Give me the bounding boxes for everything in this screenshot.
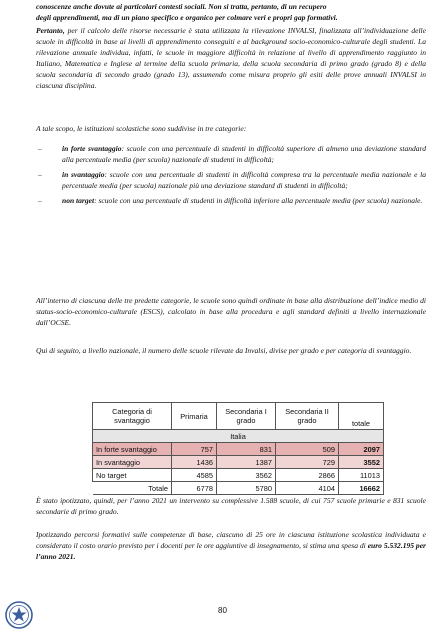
- intro-line-1: conoscenze anche dovute ai particolari contesti sociali. Non si tratta, pertanto, di un recupero: [36, 2, 327, 11]
- paragraph-intro: [36, 2, 426, 24]
- cell-value: 1436: [172, 456, 217, 469]
- row-label: In forte svantaggio: [93, 443, 172, 456]
- bullet-label: non target: [62, 195, 95, 205]
- invalsi-body: per il calcolo delle risorse necessarie è stata utilizzata la rilevazione INVALSI, finalizzata all’individuazione delle scuole in difficoltà in base ai livelli di apprendimento conseguiti e al background socio-economico-culturale degli studenti. La rilevazione annuale individua, infatti, le scuole in maggiore difficoltà in relazione al livello di apprendimento raggiunto in Italiano, Matematica e Inglese al termine della scuola primaria, della scuola secondaria di primo grado (grado 8) e della scuola secondaria di secondo grado (grado 13), assumendo come misura proprio gli esiti delle prove annuali INVALSI in ciascuna disciplina.: [36, 26, 426, 90]
- list-item: [38, 195, 426, 207]
- republic-emblem-icon: [4, 600, 34, 630]
- cell-value: 2866: [276, 469, 339, 482]
- bullet-text: : scuole con una percentuale di studenti in difficoltà superiore di almeno una deviazione standard alla percentuale media (per scuola) nazionale di studenti in difficoltà;: [62, 144, 426, 164]
- cell-grand-total: 16662: [339, 482, 384, 495]
- dash-bullet: –: [38, 195, 42, 205]
- table-total-row: [93, 482, 384, 495]
- category-list: [38, 144, 426, 211]
- row-label: In svantaggio: [93, 456, 172, 469]
- cell-total: 3552: [339, 456, 384, 469]
- cell-total: 11013: [339, 469, 384, 482]
- page-number: 80: [218, 606, 227, 615]
- dash-bullet: –: [38, 169, 42, 179]
- cell-value: 6778: [172, 482, 217, 495]
- header-secondaria-2: Secondaria II grado: [276, 403, 339, 430]
- bullet-label: in svantaggio: [62, 169, 105, 179]
- paragraph-hypothesis: È stato ipotizzato, quindi, per l’anno 2021 un intervento su complessive 1.588 scuole, di cui 757 scuole primarie e 831 scuole secondarie di primo grado.: [36, 496, 426, 516]
- paragraph-cost: [36, 530, 426, 563]
- intro-line-2: degli apprendimenti, ma di un piano specifico e organico per colmare veri e propri gap formativi.: [36, 12, 338, 22]
- cell-value: 4585: [172, 469, 217, 482]
- paragraph-categories: A tale scopo, le istituzioni scolastiche sono suddivise in tre categorie:: [36, 124, 247, 133]
- cost-amount: euro 5.532.195 per l’anno 2021.: [36, 540, 426, 561]
- cell-total: 2097: [339, 443, 384, 456]
- cell-value: 5780: [217, 482, 276, 495]
- region-label: Italia: [93, 430, 384, 443]
- cost-body: Ipotizzando percorsi formativi sulle competenze di base, ciascuno di 25 ore in ciascuna istituzione scolastica individuata e considerato il costo orario previsto per i docenti per le ore aggiuntive di insegnamento, si stima una spesa di: [36, 530, 426, 550]
- row-label: No target: [93, 469, 172, 482]
- header-totale: totale: [339, 403, 384, 430]
- paragraph-table-intro: Qui di seguito, a livello nazionale, il numero delle scuole rilevate da Invalsi, divise per grado e per categoria di svantaggio.: [36, 346, 412, 355]
- bullet-text: : scuole con una percentuale di studenti in difficoltà compresa tra la percentuale media nazionale e la percentuale media (per scuola) nazionale più una deviazione standard di studenti in difficoltà;: [62, 169, 426, 190]
- table-row: [93, 456, 384, 469]
- cell-value: 509: [276, 443, 339, 456]
- cell-value: 729: [276, 456, 339, 469]
- schools-table: [92, 402, 384, 495]
- header-primaria: Primaria: [172, 403, 217, 430]
- bullet-label: in forte svantaggio: [62, 144, 122, 153]
- invalsi-lead: Pertanto,: [36, 26, 65, 35]
- dash-bullet: –: [38, 144, 42, 153]
- cell-value: 831: [217, 443, 276, 456]
- header-secondaria-1: Secondaria I grado: [217, 403, 276, 430]
- table-row: [93, 469, 384, 482]
- paragraph-invalsi: [36, 26, 426, 91]
- paragraph-order: All’interno di ciascuna delle tre predette categorie, le scuole sono quindi ordinate in base alla distribuzione dell’indice medio di status-socio-economico-culturale (ESCS), calcolato in base alla procedura e agli standard definiti a livello internazionale dall’OCSE.: [36, 296, 426, 327]
- cell-value: 3562: [217, 469, 276, 482]
- cell-value: 757: [172, 443, 217, 456]
- header-category: Categoria di svantaggio: [93, 403, 172, 430]
- list-item: [38, 169, 426, 192]
- cell-value: 4104: [276, 482, 339, 495]
- list-item: [38, 144, 426, 166]
- table-region-row: [93, 430, 384, 443]
- table-row: [93, 443, 384, 456]
- bullet-text: : scuole con una percentuale di studenti in difficoltà inferiore alla percentuale media (per scuola) nazionale.: [94, 195, 423, 205]
- total-label: Totale: [93, 482, 172, 495]
- table-header-row: [93, 403, 384, 430]
- cell-value: 1387: [217, 456, 276, 469]
